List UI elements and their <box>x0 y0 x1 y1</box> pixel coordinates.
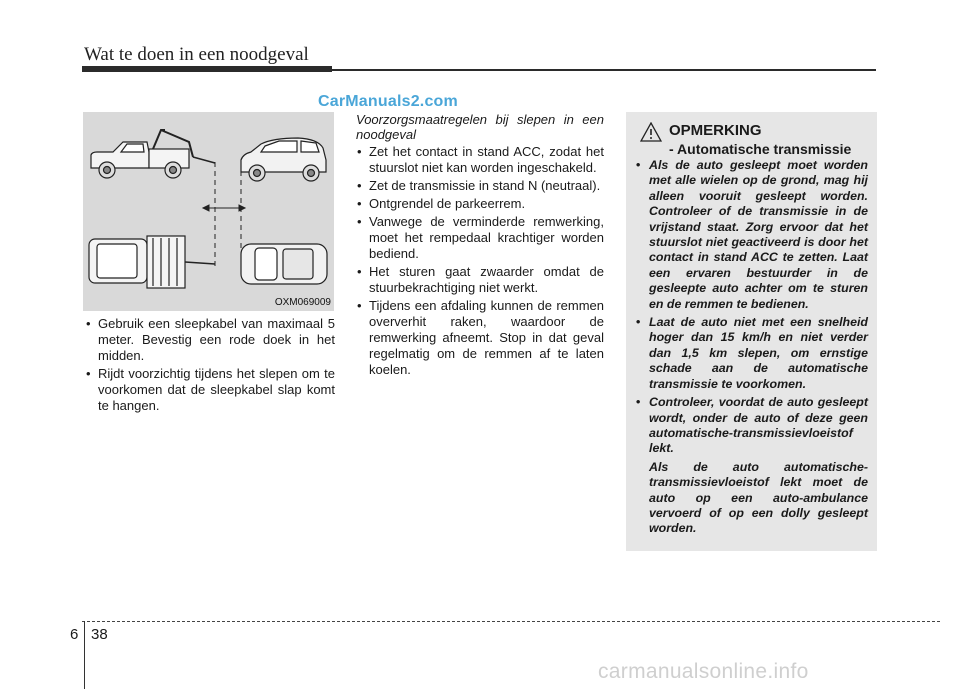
page-number: 38 <box>91 626 108 643</box>
note-body <box>636 158 868 537</box>
list-item: • Als de auto gesleept moet worden met alle wielen op de grond, mag hij alleen vooruit gesleept worden. Controleer of de transmissie in de vrijstand staat. Zorg ervoor dat het stuurslot niet geactiveerd is door het contact in stand ACC te zetten. Laat een ervaren bestuurder in de gesleepte auto achter om te sturen en de remmen te bedienen. <box>636 158 868 312</box>
towing-precautions <box>356 112 604 380</box>
section-heading: Voorzorgsmaatregelen bij slepen in een noodgeval <box>356 112 604 142</box>
footer-vertical-rule <box>84 621 85 689</box>
suv-top <box>241 244 327 284</box>
list-item: • Zet het contact in stand ACC, zodat het stuurslot niet kan worden ingeschakeld. <box>356 144 604 176</box>
towing-diagram-svg <box>83 112 334 311</box>
list-item: • Zet de transmissie in stand N (neutraal). <box>356 178 604 194</box>
watermark-bottom: carmanualsonline.info <box>598 660 809 683</box>
note-subtitle: - Automatische transmissie <box>669 141 852 157</box>
chapter-number: 6 <box>70 626 79 643</box>
page-header-title: Wat te doen in een noodgeval <box>84 44 309 65</box>
header-rule-thick <box>82 66 332 72</box>
towing-cable-instructions <box>85 316 335 416</box>
note-title: OPMERKING <box>669 122 762 139</box>
list-item: • Rijdt voorzichtig tijdens het slepen om te voorkomen dat de sleepkabel slap komt te hangen. <box>85 366 335 414</box>
suv-side <box>241 138 326 181</box>
towing-illustration <box>83 112 334 311</box>
watermark-top: CarManuals2.com <box>318 93 458 110</box>
note-box <box>626 112 877 551</box>
note-extra-paragraph: Als de auto automatische-transmissievloeistof lekt moet de auto op een auto-ambulance vervoerd of op een dolly gesleept worden. <box>649 459 868 536</box>
figure-caption: OXM069009 <box>274 297 331 308</box>
distance-marker <box>203 162 245 266</box>
tow-truck-top <box>89 236 215 288</box>
list-item: • Ontgrendel de parkeerrem. <box>356 196 604 212</box>
list-item: • Controleer, voordat de auto gesleept wordt, onder de auto of deze geen automatische-transmissievloeistof lekt. <box>636 395 868 457</box>
footer-divider <box>82 621 940 622</box>
warning-triangle-icon <box>640 122 662 147</box>
header-rule-thin <box>332 69 876 71</box>
list-item: • Laat de auto niet met een snelheid hoger dan 15 km/h en niet verder dan 1,5 km slepen, om ernstige schade aan de automatische transmissie te voorkomen. <box>636 315 868 392</box>
list-item: • Tijdens een afdaling kunnen de remmen oververhit raken, waardoor de remwerking afneemt. Stop in dat geval regelmatig om de remmen af te laten koelen. <box>356 298 604 378</box>
list-item: • Gebruik een sleepkabel van maximaal 5 meter. Bevestig een rode doek in het midden. <box>85 316 335 364</box>
list-item: • Het sturen gaat zwaarder omdat de stuurbekrachtiging niet werkt. <box>356 264 604 296</box>
list-item: • Vanwege de verminderde remwerking, moet het rempedaal krachtiger worden bediend. <box>356 214 604 262</box>
tow-truck-side <box>91 130 215 178</box>
